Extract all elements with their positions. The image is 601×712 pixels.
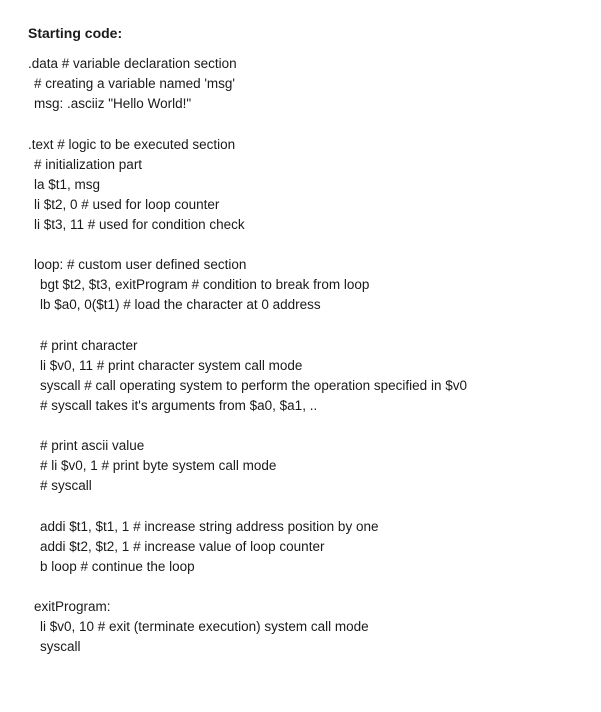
code-line: addi $t2, $t2, 1 # increase value of loop counter [40, 539, 325, 554]
code-line: lb $a0, 0($t1) # load the character at 0 address [40, 297, 321, 312]
code-line: syscall # call operating system to perform the operation specified in $v0 [40, 378, 467, 393]
code-line: bgt $t2, $t3, exitProgram # condition to break from loop [40, 277, 370, 292]
code-line: syscall [40, 639, 81, 654]
code-line: .data # variable declaration section [28, 56, 237, 71]
code-line: li $v0, 10 # exit (terminate execution) system call mode [40, 619, 369, 634]
code-line: li $t2, 0 # used for loop counter [34, 197, 220, 212]
code-line: addi $t1, $t1, 1 # increase string address position by one [40, 519, 379, 534]
code-line: # li $v0, 1 # print byte system call mode [40, 458, 277, 473]
code-line: la $t1, msg [34, 177, 101, 192]
code-line: # print character [40, 338, 138, 353]
code-line: # syscall takes it's arguments from $a0, $a1, .. [40, 398, 318, 413]
code-line: # creating a variable named 'msg' [34, 76, 236, 91]
code-line: .text # logic to be executed section [28, 137, 236, 152]
code-line: msg: .asciiz "Hello World!" [34, 96, 192, 111]
code-line: # initialization part [34, 157, 143, 172]
code-line: b loop # continue the loop [40, 559, 195, 574]
code-line: # print ascii value [40, 438, 145, 453]
code-line: exitProgram: [34, 599, 111, 614]
code-line: # syscall [40, 478, 92, 493]
code-line: li $v0, 11 # print character system call mode [40, 358, 303, 373]
code-line: li $t3, 11 # used for condition check [34, 217, 245, 232]
code-line: loop: # custom user defined section [34, 257, 247, 272]
section-heading: Starting code: [28, 25, 123, 41]
